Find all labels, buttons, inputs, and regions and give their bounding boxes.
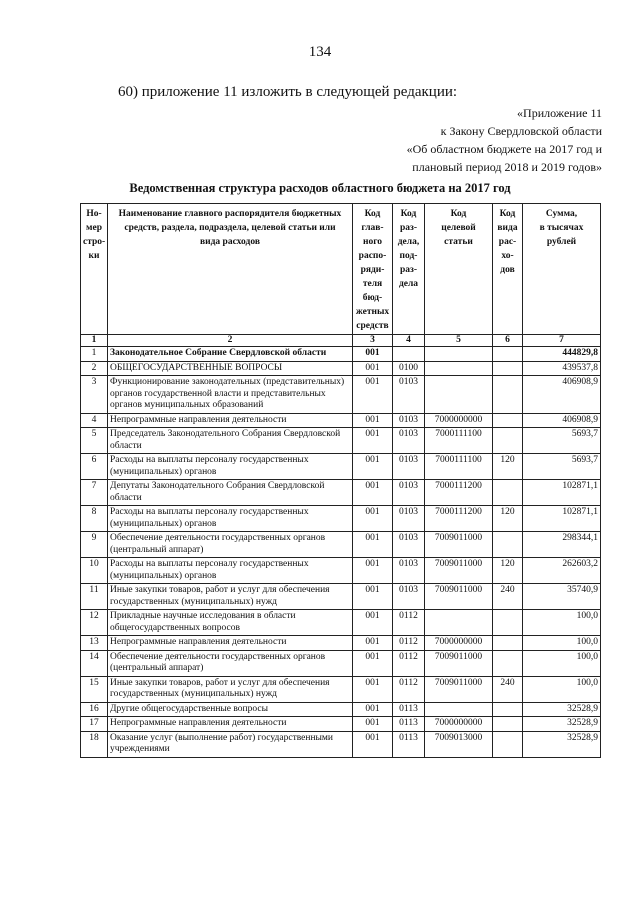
column-number: 6	[493, 335, 523, 347]
code-section: 0103	[393, 558, 425, 584]
code-main: 001	[353, 413, 393, 428]
expense-name: Обеспечение деятельности государственных органов (центральный аппарат)	[108, 650, 353, 676]
code-type	[493, 650, 523, 676]
code-section: 0103	[393, 454, 425, 480]
expense-name: Прикладные научные исследования в области общегосударственных вопросов	[108, 610, 353, 636]
code-type: 240	[493, 584, 523, 610]
column-number-row	[81, 335, 601, 347]
code-main: 001	[353, 558, 393, 584]
code-main: 001	[353, 717, 393, 732]
amount: 439537,8	[523, 361, 601, 376]
code-type	[493, 347, 523, 362]
row-number: 12	[81, 610, 108, 636]
code-target	[425, 347, 493, 362]
column-number: 2	[108, 335, 353, 347]
appendix-line-3: «Об областном бюджете на 2017 год и	[406, 142, 602, 156]
amount: 32528,9	[523, 731, 601, 757]
code-target: 7009011000	[425, 558, 493, 584]
expense-name: Законодательное Собрание Свердловской области	[108, 347, 353, 362]
expense-name: Другие общегосударственные вопросы	[108, 702, 353, 717]
code-section	[393, 347, 425, 362]
amount: 100,0	[523, 610, 601, 636]
row-number: 5	[81, 428, 108, 454]
expense-name: Непрограммные направления деятельности	[108, 717, 353, 732]
expense-name: Расходы на выплаты персоналу государственных (муниципальных) органов	[108, 454, 353, 480]
code-type	[493, 731, 523, 757]
code-target: 7009011000	[425, 584, 493, 610]
code-main: 001	[353, 454, 393, 480]
row-number: 15	[81, 676, 108, 702]
row-number: 1	[81, 347, 108, 362]
row-number: 10	[81, 558, 108, 584]
amount: 102871,1	[523, 480, 601, 506]
code-target: 7009011000	[425, 650, 493, 676]
table-row	[81, 480, 601, 506]
expense-name: Иные закупки товаров, работ и услуг для обеспечения государственных (муниципальных) нужд	[108, 676, 353, 702]
code-section: 0103	[393, 376, 425, 414]
code-target	[425, 376, 493, 414]
code-main: 001	[353, 347, 393, 362]
expense-name: Обеспечение деятельности государственных органов (центральный аппарат)	[108, 532, 353, 558]
expense-name: Непрограммные направления деятельности	[108, 636, 353, 651]
table-row	[81, 650, 601, 676]
column-number: 3	[353, 335, 393, 347]
code-target: 7009011000	[425, 676, 493, 702]
amount: 100,0	[523, 650, 601, 676]
code-type	[493, 413, 523, 428]
code-target: 7009011000	[425, 532, 493, 558]
code-main: 001	[353, 376, 393, 414]
table-row	[81, 347, 601, 362]
code-target	[425, 702, 493, 717]
code-type: 120	[493, 506, 523, 532]
amount: 100,0	[523, 676, 601, 702]
code-target	[425, 610, 493, 636]
table-row	[81, 636, 601, 651]
document-title: Ведомственная структура расходов областного бюджета на 2017 год	[129, 181, 511, 195]
header-row	[81, 204, 601, 335]
amount: 32528,9	[523, 717, 601, 732]
code-target: 7000111100	[425, 454, 493, 480]
expense-name: Функционирование законодательных (представительных) органов государственной власти и представительных органов муниципальных образований	[108, 376, 353, 414]
code-main: 001	[353, 361, 393, 376]
code-main: 001	[353, 636, 393, 651]
code-main: 001	[353, 676, 393, 702]
row-number: 17	[81, 717, 108, 732]
table-row	[81, 717, 601, 732]
header-row-number: Но- мер стро- ки	[81, 204, 108, 335]
page-number: 134	[308, 44, 332, 60]
code-section: 0112	[393, 650, 425, 676]
amount: 406908,9	[523, 413, 601, 428]
code-target	[425, 361, 493, 376]
row-number: 4	[81, 413, 108, 428]
code-type: 120	[493, 558, 523, 584]
table-row	[81, 361, 601, 376]
code-section: 0103	[393, 584, 425, 610]
table-row	[81, 610, 601, 636]
column-number: 7	[523, 335, 601, 347]
amount: 100,0	[523, 636, 601, 651]
code-target: 7000111200	[425, 480, 493, 506]
header-code-target: Код целевой статьи	[425, 204, 493, 335]
code-type: 120	[493, 454, 523, 480]
row-number: 3	[81, 376, 108, 414]
table-row	[81, 506, 601, 532]
code-main: 001	[353, 506, 393, 532]
code-section: 0113	[393, 717, 425, 732]
code-target: 7000111100	[425, 428, 493, 454]
row-number: 11	[81, 584, 108, 610]
row-number: 8	[81, 506, 108, 532]
code-main: 001	[353, 480, 393, 506]
code-section: 0103	[393, 532, 425, 558]
table-row	[81, 558, 601, 584]
table-row	[81, 702, 601, 717]
code-type: 240	[493, 676, 523, 702]
code-main: 001	[353, 650, 393, 676]
header-name: Наименование главного распорядителя бюджетных средств, раздела, подраздела, целевой статьи или вида расходов	[108, 204, 353, 335]
code-section: 0113	[393, 731, 425, 757]
header-code-section: Код раз- дела, под- раз- дела	[393, 204, 425, 335]
code-type	[493, 428, 523, 454]
appendix-reference	[407, 104, 602, 176]
table-row	[81, 584, 601, 610]
code-section: 0100	[393, 361, 425, 376]
header-sum: Сумма, в тысячах рублей	[523, 204, 601, 335]
amount: 32528,9	[523, 702, 601, 717]
budget-table	[80, 203, 601, 758]
code-section: 0103	[393, 480, 425, 506]
appendix-line-1: «Приложение 11	[517, 106, 602, 120]
header-code-type: Код вида рас- хо- дов	[493, 204, 523, 335]
amount: 5693,7	[523, 428, 601, 454]
code-target: 7000000000	[425, 636, 493, 651]
expense-name: Непрограммные направления деятельности	[108, 413, 353, 428]
code-main: 001	[353, 428, 393, 454]
code-section: 0103	[393, 413, 425, 428]
row-number: 9	[81, 532, 108, 558]
expense-name: Расходы на выплаты персоналу государственных (муниципальных) органов	[108, 506, 353, 532]
code-type	[493, 361, 523, 376]
code-section: 0113	[393, 702, 425, 717]
expense-name: ОБЩЕГОСУДАРСТВЕННЫЕ ВОПРОСЫ	[108, 361, 353, 376]
code-type	[493, 702, 523, 717]
expense-name: Председатель Законодательного Собрания Свердловской области	[108, 428, 353, 454]
row-number: 7	[81, 480, 108, 506]
code-main: 001	[353, 532, 393, 558]
code-section: 0103	[393, 428, 425, 454]
column-number: 5	[425, 335, 493, 347]
code-type	[493, 717, 523, 732]
expense-name: Оказание услуг (выполнение работ) государственными учреждениями	[108, 731, 353, 757]
amount: 298344,1	[523, 532, 601, 558]
table-row	[81, 532, 601, 558]
expense-name: Расходы на выплаты персоналу государственных (муниципальных) органов	[108, 558, 353, 584]
appendix-line-2: к Закону Свердловской области	[440, 124, 602, 138]
code-type	[493, 610, 523, 636]
row-number: 6	[81, 454, 108, 480]
appendix-line-4: плановый период 2018 и 2019 годов»	[412, 160, 602, 174]
code-type	[493, 636, 523, 651]
table-row	[81, 676, 601, 702]
expense-name: Иные закупки товаров, работ и услуг для обеспечения государственных (муниципальных) нужд	[108, 584, 353, 610]
table-row	[81, 428, 601, 454]
table-row	[81, 376, 601, 414]
code-section: 0112	[393, 676, 425, 702]
column-number: 4	[393, 335, 425, 347]
intro-text: 60) приложение 11 изложить в следующей редакции:	[118, 84, 458, 100]
amount: 5693,7	[523, 454, 601, 480]
row-number: 16	[81, 702, 108, 717]
code-section: 0103	[393, 506, 425, 532]
code-target: 7000000000	[425, 717, 493, 732]
code-main: 001	[353, 610, 393, 636]
code-type	[493, 376, 523, 414]
code-target: 7000111200	[425, 506, 493, 532]
code-target: 7009013000	[425, 731, 493, 757]
amount: 444829,8	[523, 347, 601, 362]
header-code-main: Код глав- ного распо- ряди- теля бюд- жетных средств	[353, 204, 393, 335]
code-type	[493, 480, 523, 506]
column-number: 1	[81, 335, 108, 347]
code-main: 001	[353, 584, 393, 610]
code-main: 001	[353, 702, 393, 717]
row-number: 2	[81, 361, 108, 376]
code-section: 0112	[393, 610, 425, 636]
table-row	[81, 454, 601, 480]
table-row	[81, 731, 601, 757]
row-number: 18	[81, 731, 108, 757]
code-target: 7000000000	[425, 413, 493, 428]
amount: 102871,1	[523, 506, 601, 532]
row-number: 14	[81, 650, 108, 676]
table-body	[81, 335, 601, 758]
table-row	[81, 413, 601, 428]
amount: 35740,9	[523, 584, 601, 610]
row-number: 13	[81, 636, 108, 651]
expense-name: Депутаты Законодательного Собрания Свердловской области	[108, 480, 353, 506]
code-main: 001	[353, 731, 393, 757]
code-type	[493, 532, 523, 558]
code-section: 0112	[393, 636, 425, 651]
amount: 406908,9	[523, 376, 601, 414]
amount: 262603,2	[523, 558, 601, 584]
